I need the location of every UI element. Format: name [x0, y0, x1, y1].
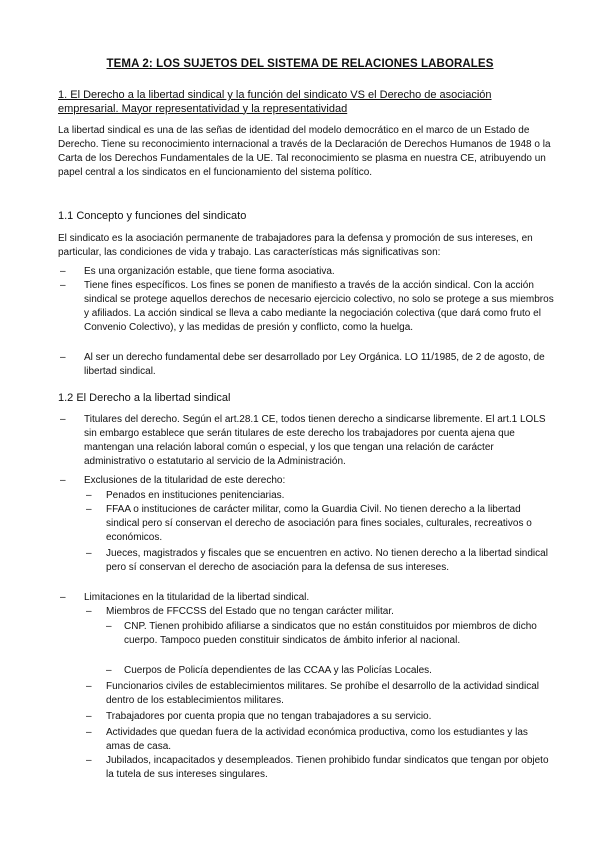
list-item: Jueces, magistrados y fiscales que se encuentren en activo. No tienen derecho a la libertad sindical pero sí conservan el derecho de asociación para la defensa de sus intereses. [106, 548, 548, 573]
section-1-2-heading: 1.2 El Derecho a la libertad sindical [58, 392, 231, 404]
section-1-1-heading: 1.1 Concepto y funciones del sindicato [58, 210, 247, 222]
bullet-dash: – [86, 548, 92, 559]
bullet-dash: – [86, 711, 92, 722]
list-item: Funcionarios civiles de establecimientos militares. Se prohíbe el desarrollo de la actividad sindical dentro de los establecimientos militares. [106, 681, 539, 706]
list-item: CNP. Tienen prohibido afiliarse a sindicatos que no están constituidos por miembros de dicho cuerpo. Tampoco pueden constituir sindicatos de ámbito inferior al nacional. [124, 621, 537, 646]
list-item: Exclusiones de la titularidad de este derecho: [84, 475, 286, 486]
bullet-dash: – [86, 681, 92, 692]
list-item: FFAA o instituciones de carácter militar, como la Guardia Civil. No tienen derecho a la libertad sindical pero sí conservan el derecho de asociación para fines sociales, culturales, recreativos o económicos. [106, 504, 532, 543]
bullet-dash: – [106, 621, 112, 632]
section-1-1-intro: El sindicato es la asociación permanente de trabajadores para la defensa y promoción de sus intereses, en particular, las condiciones de vida y trabajo. Las características más significativas son: [58, 233, 533, 258]
list-item: Penados en instituciones penitenciarias. [106, 490, 285, 501]
bullet-dash: – [86, 606, 92, 617]
bullet-dash: – [86, 490, 92, 501]
bullet-dash: – [106, 665, 112, 676]
bullet-dash: – [60, 475, 66, 486]
list-item: Cuerpos de Policía dependientes de las CCAA y las Policías Locales. [124, 665, 432, 676]
bullet-dash: – [60, 414, 66, 425]
bullet-dash: – [86, 755, 92, 766]
section-1-intro: La libertad sindical es una de las señas de identidad del modelo democrático en el marco de un Estado de Derecho. Tiene su reconocimiento internacional a través de la Declaración de Derechos Humanos de 1948 o la Carta de los Derechos Fundamentales de la UE. Tal reconocimiento se plasma en nuestra CE, atribuyendo un papel central a los sindicatos en el funcionamiento del sistema político. [58, 125, 551, 178]
list-item: Es una organización estable, que tiene forma asociativa. [84, 266, 335, 277]
list-item: Actividades que quedan fuera de la actividad económica productiva, como los estudiantes y las amas de casa. [106, 727, 528, 752]
page-title: TEMA 2: LOS SUJETOS DEL SISTEMA DE RELACIONES LABORALES [106, 58, 494, 70]
bullet-dash: – [86, 504, 92, 515]
list-item: Limitaciones en la titularidad de la libertad sindical. [84, 592, 310, 603]
bullet-dash: – [60, 352, 66, 363]
list-item: Jubilados, incapacitados y desempleados. Tienen prohibido fundar sindicatos que tengan por objeto la tutela de sus intereses singulares. [106, 755, 549, 780]
list-item: Tiene fines específicos. Los fines se ponen de manifiesto a través de la acción sindical. Con la acción sindical se protege aquellos derechos de necesario ejercicio colectivo, no solo se protege a sus miembros y afiliados. La acción sindical se lleva a cabo mediante la negociación colectiva (que dará como fruto el Convenio Colectivo), y las medidas de presión y conflicto, como la huelga. [84, 280, 554, 333]
list-item: Trabajadores por cuenta propia que no tengan trabajadores a su servicio. [106, 711, 432, 722]
list-item: Miembros de FFCCSS del Estado que no tengan carácter militar. [106, 606, 394, 617]
list-item: Al ser un derecho fundamental debe ser desarrollado por Ley Orgánica. LO 11/1985, de 2 de agosto, de libertad sindical. [84, 352, 545, 377]
bullet-dash: – [86, 727, 92, 738]
bullet-dash: – [60, 280, 66, 291]
bullet-dash: – [60, 266, 66, 277]
list-item: Titulares del derecho. Según el art.28.1 CE, todos tienen derecho a sindicarse libremente. El art.1 LOLS sin embargo establece que serán titulares de este derecho los trabajadores por cuenta ajena que mantengan una relación laboral común o especial, y los que tengan una relación de carácter administrativo o estatutario al servicio de la Administración. [84, 414, 546, 467]
bullet-dash: – [60, 592, 66, 603]
section-1-heading: 1. El Derecho a la libertad sindical y la función del sindicato VS el Derecho de asociación empresarial. Mayor representatividad y la representatividad [58, 89, 492, 115]
